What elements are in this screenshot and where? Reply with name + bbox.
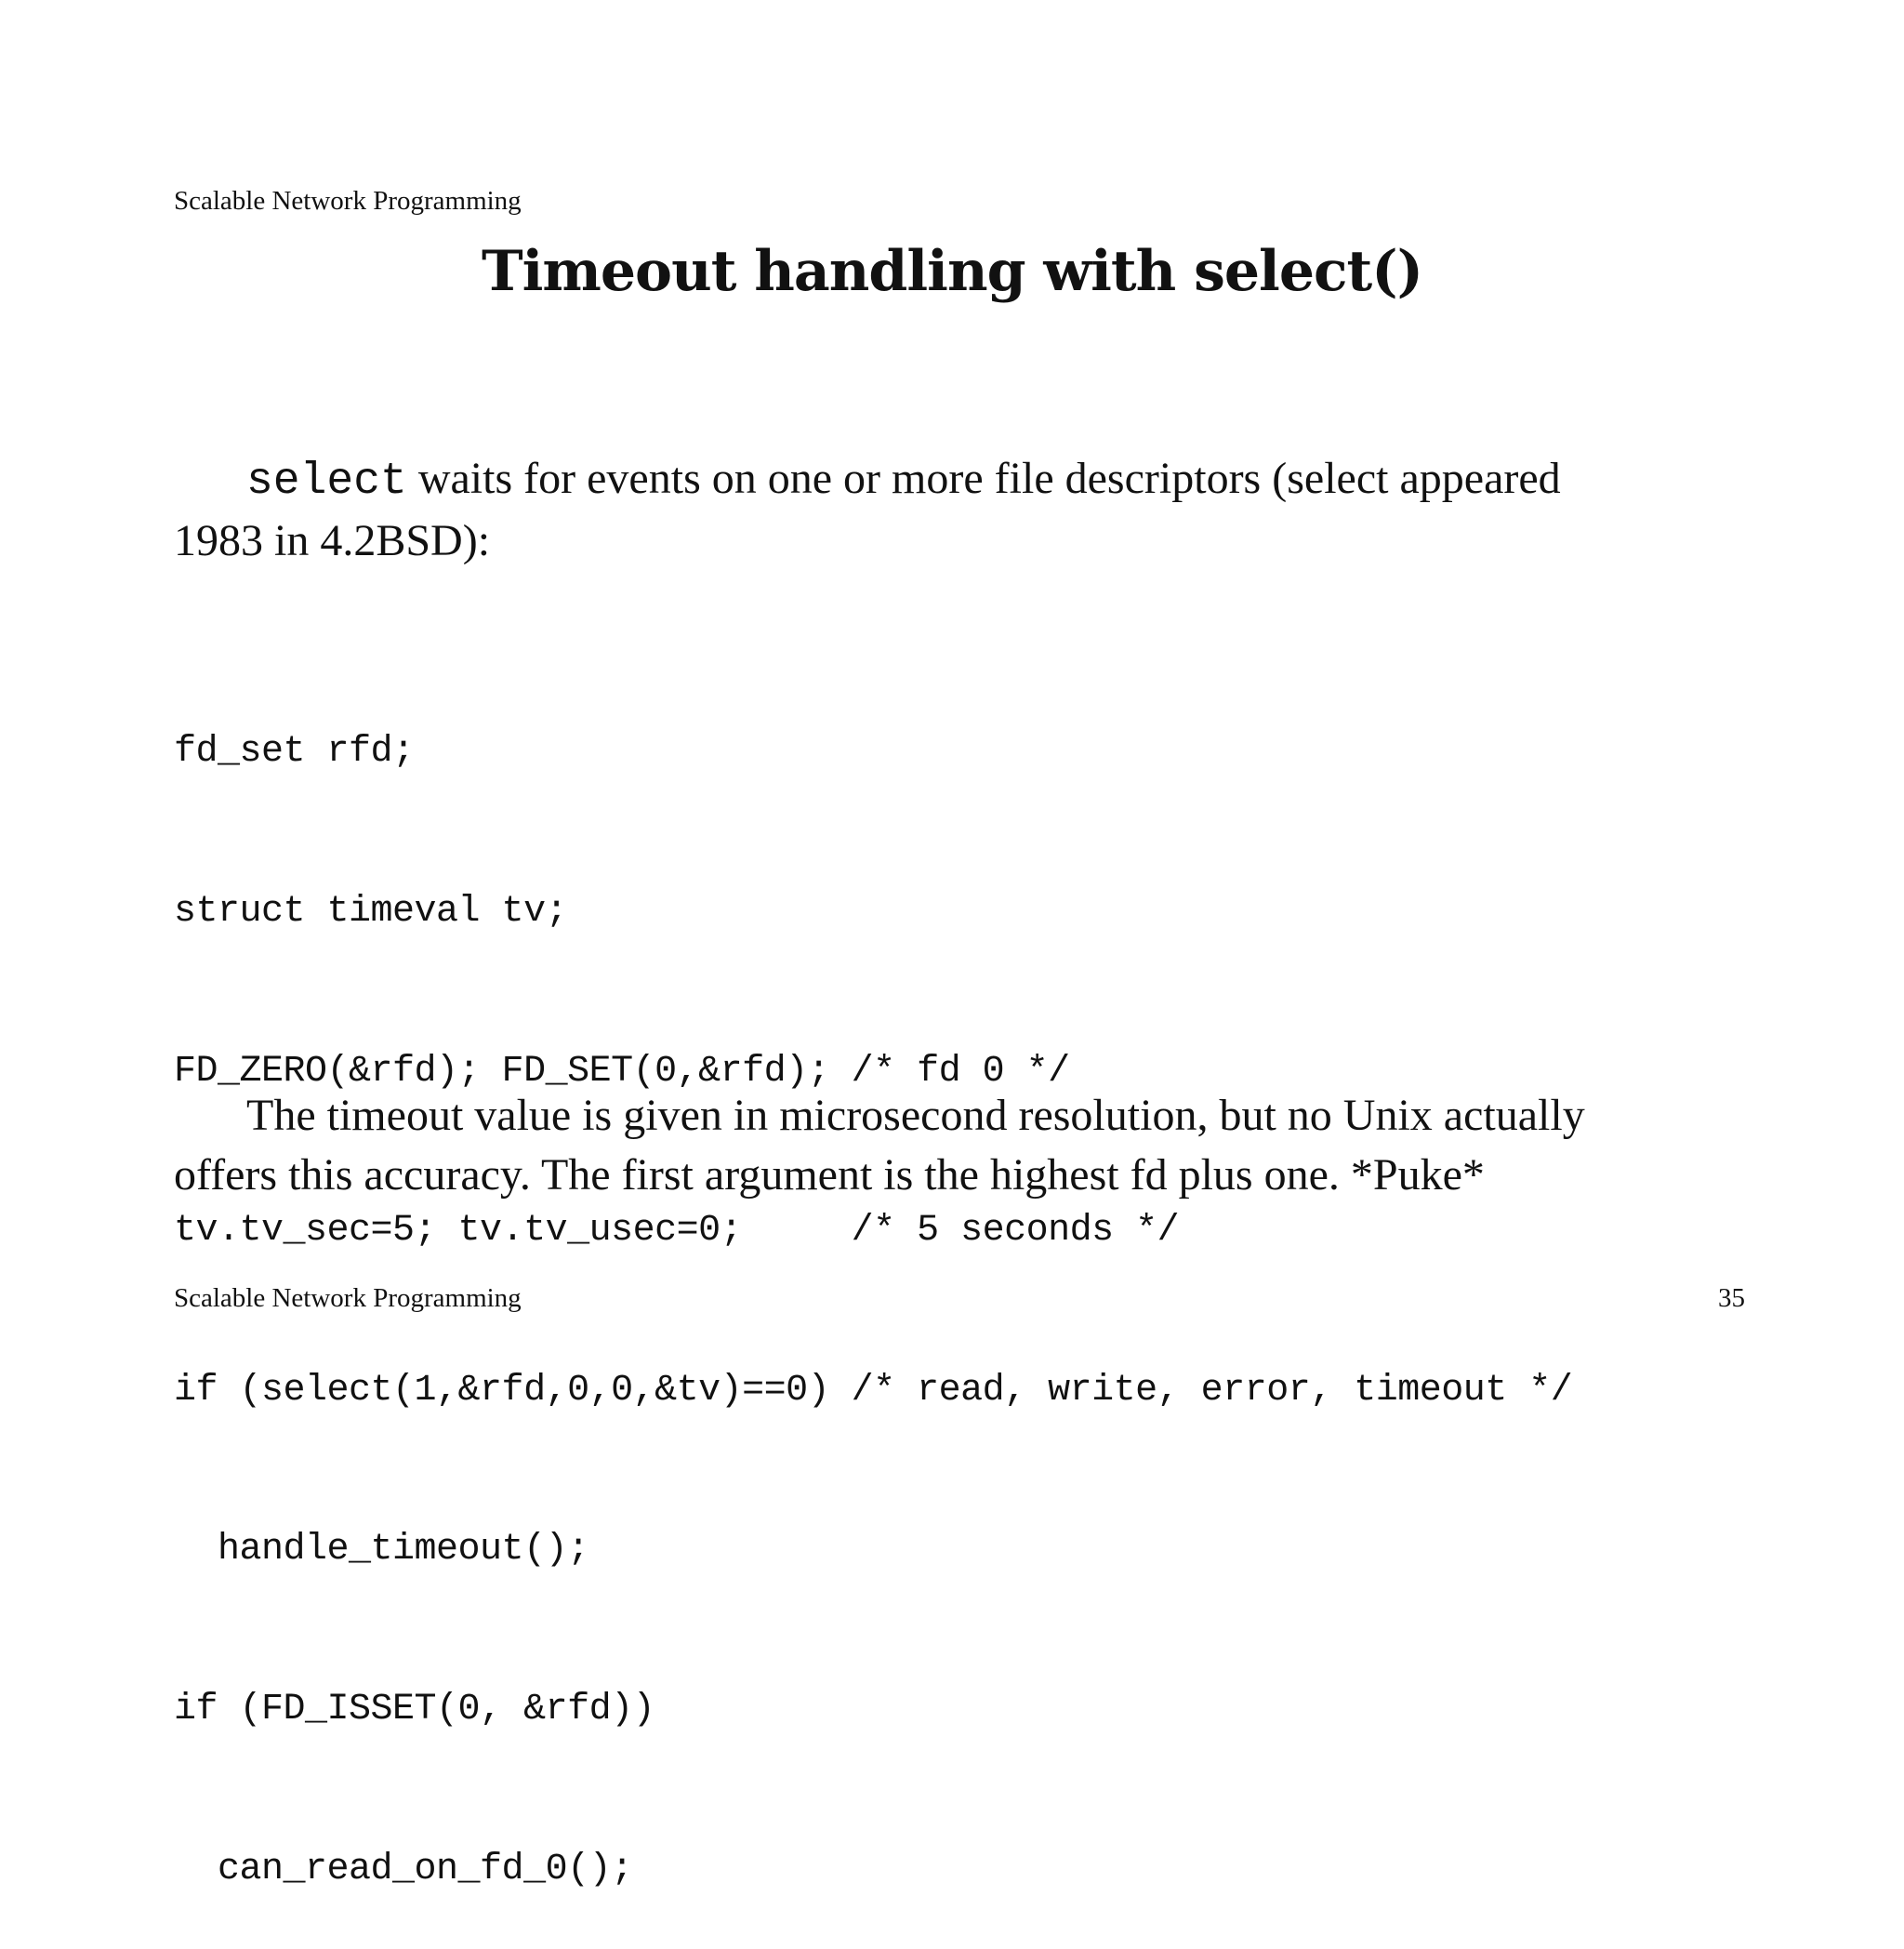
code-line: can_read_on_fd_0(); [174, 1848, 633, 1890]
outro-line-1: The timeout value is given in microsecond resolution, but no Unix actually [246, 1091, 1585, 1140]
page-number: 35 [1718, 1283, 1745, 1313]
intro-paragraph [174, 449, 1745, 571]
code-line: tv.tv_sec=5; tv.tv_usec=0; /* 5 seconds */ [174, 1210, 1180, 1253]
running-footer: Scalable Network Programming [174, 1283, 522, 1313]
code-line: if (FD_ISSET(0, &rfd)) [174, 1688, 655, 1730]
code-line: struct timeval tv; [174, 891, 568, 933]
code-line: if (select(1,&rfd,0,0,&tv)==0) /* read, write, error, timeout */ [174, 1369, 1573, 1412]
outro-paragraph [174, 1086, 1745, 1205]
intro-line-2: 1983 in 4.2BSD): [174, 516, 491, 565]
running-header: Scalable Network Programming [174, 186, 522, 216]
code-line: FD_ZERO(&rfd); FD_SET(0,&rfd); /* fd 0 */ [174, 1050, 1070, 1093]
intro-line-1-text: waits for events on one or more file descriptors (select appeared [406, 454, 1561, 503]
code-line: fd_set rfd; [174, 731, 415, 774]
slide-title: Timeout handling with select() [481, 239, 1423, 304]
intro-line-1 [174, 449, 1745, 511]
select-keyword: select [246, 457, 407, 507]
outro-line-2: offers this accuracy. The first argument is the highest fd plus one. *Puke* [174, 1150, 1485, 1200]
code-line: handle_timeout(); [174, 1529, 589, 1571]
